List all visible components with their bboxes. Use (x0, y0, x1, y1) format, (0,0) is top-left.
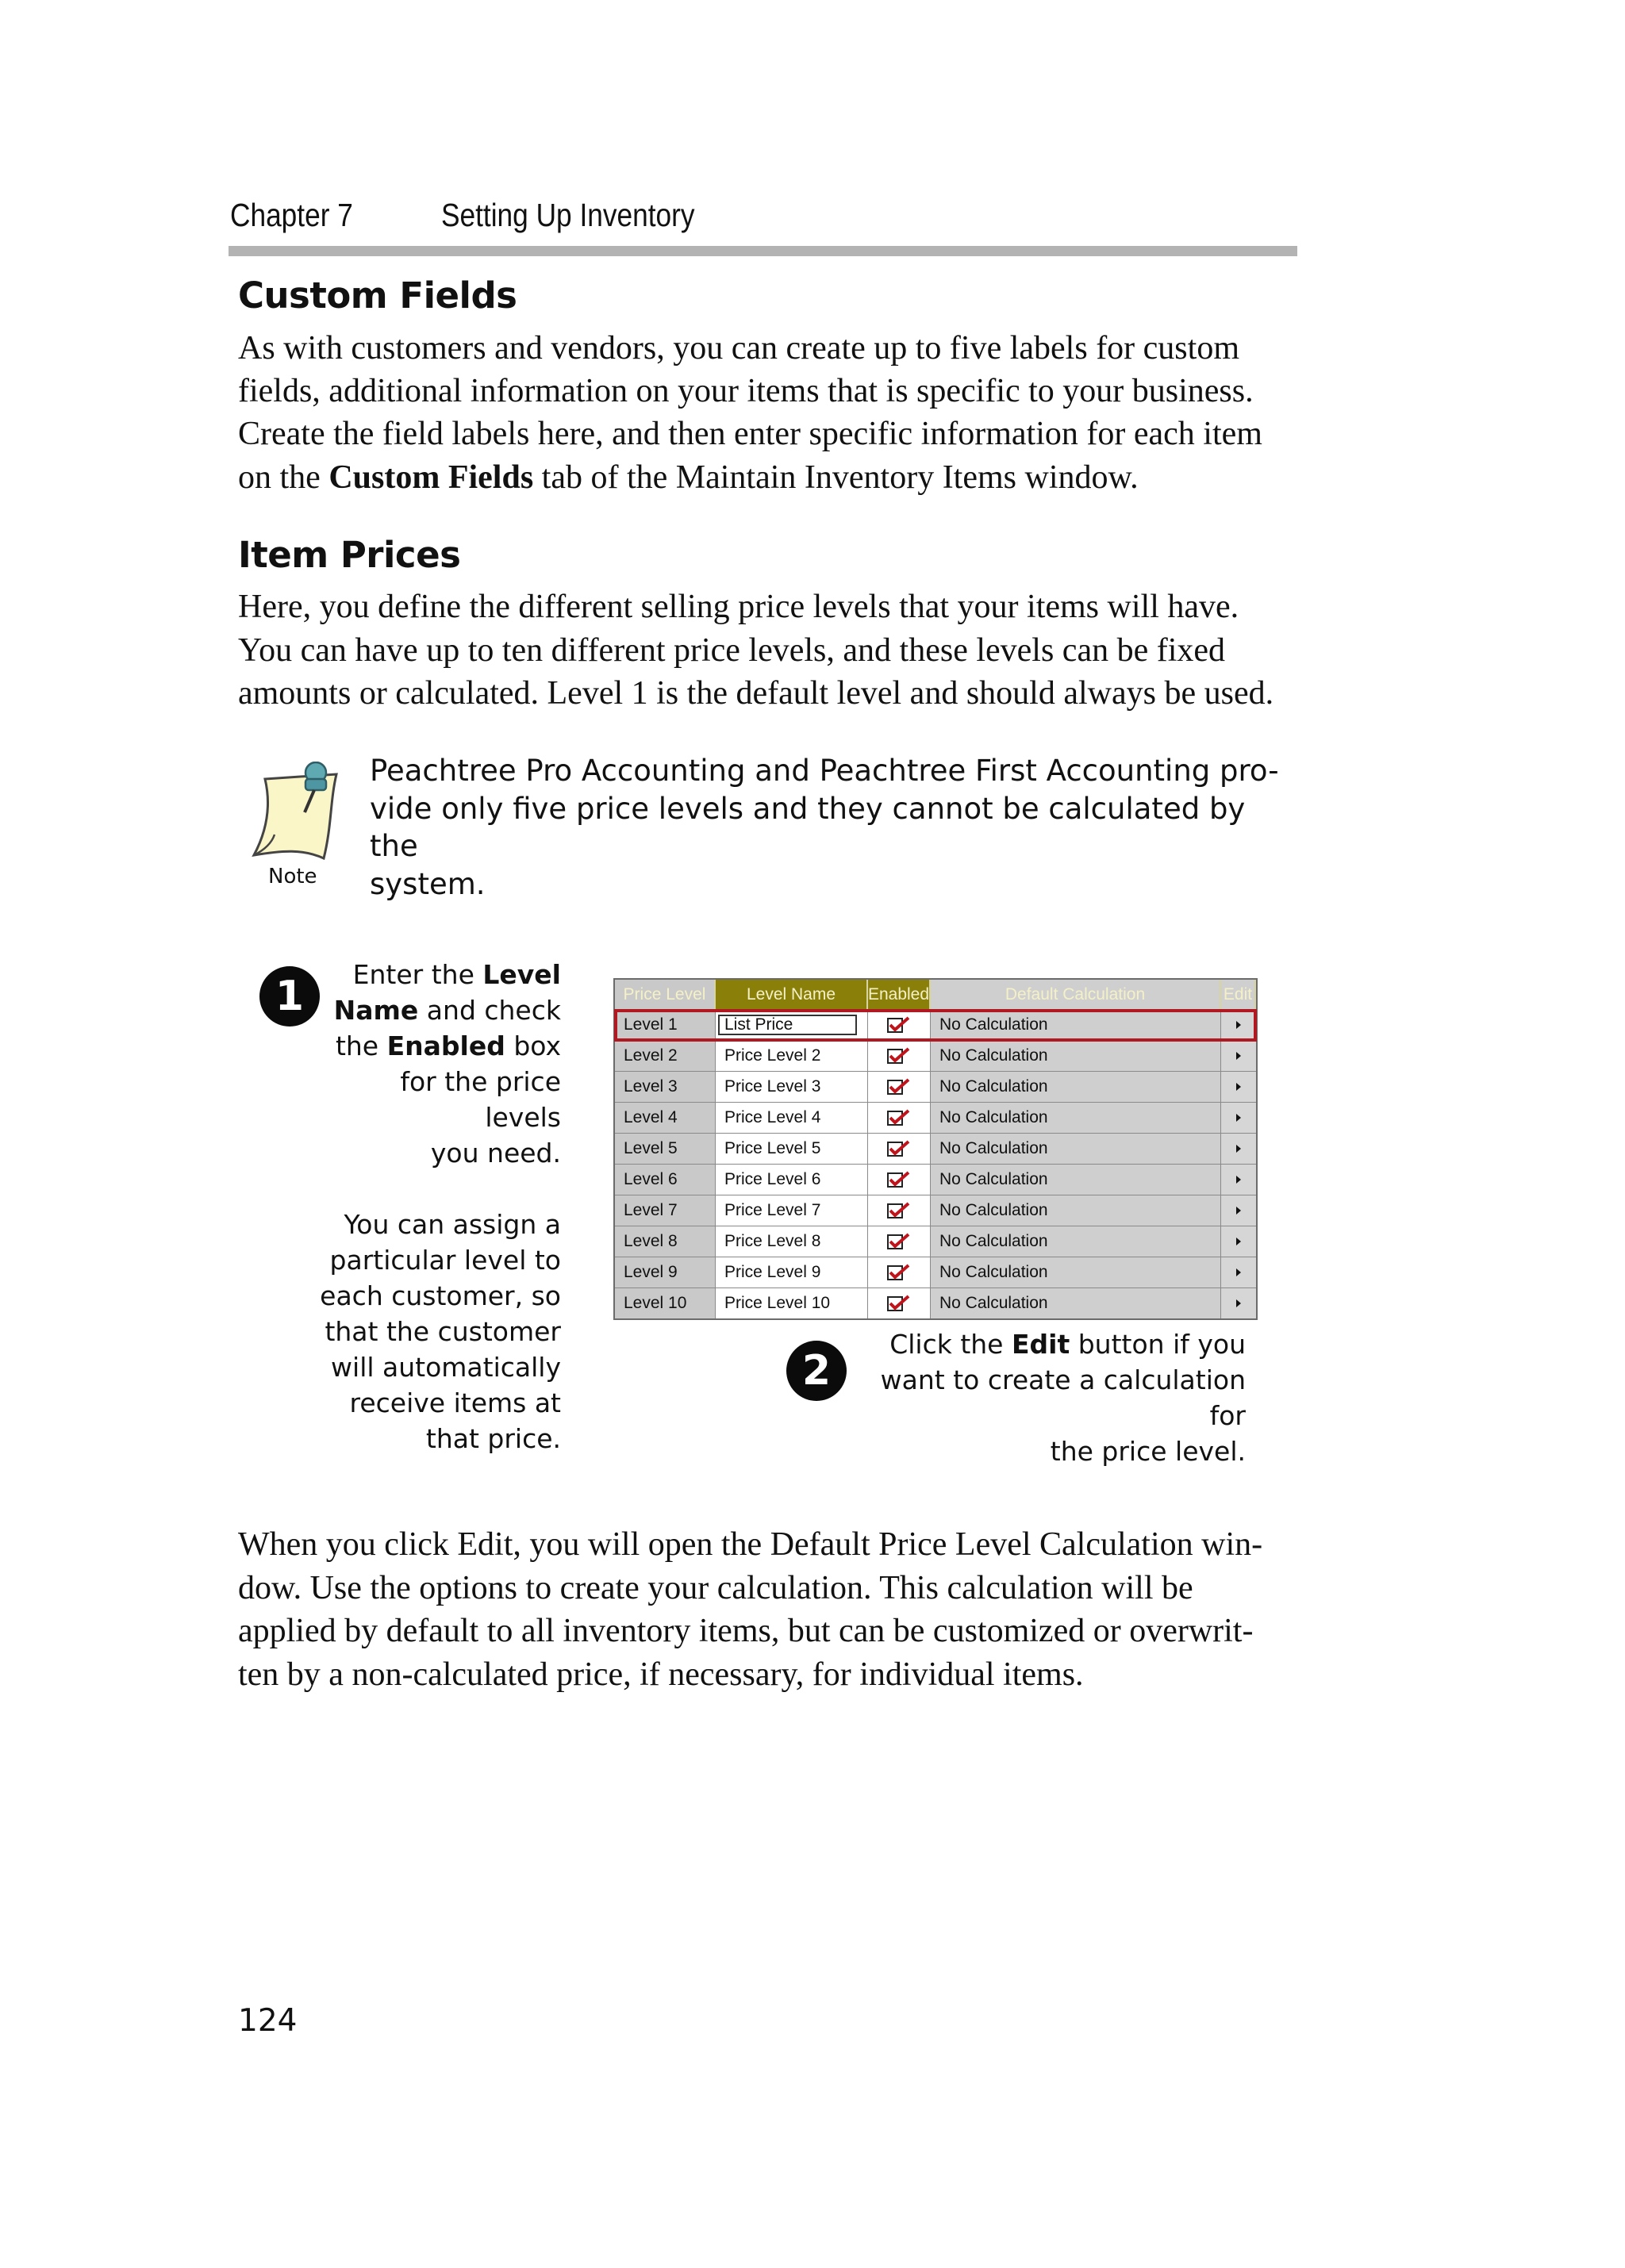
table-row[interactable] (615, 1288, 1256, 1318)
level-name-input[interactable]: Price Level 9 (716, 1257, 868, 1288)
table-row[interactable] (615, 1041, 1256, 1072)
callout-line: for the price levels (400, 1066, 561, 1133)
item-prices-heading: Item Prices (238, 534, 461, 576)
edit-calculation-button[interactable] (1221, 1288, 1256, 1318)
chapter-label: Chapter 7 (230, 197, 353, 233)
level-name-input[interactable]: Price Level 3 (716, 1072, 868, 1102)
note-pushpin-icon (248, 762, 351, 865)
table-row[interactable] (615, 1257, 1256, 1288)
note-line: Peachtree Pro Accounting and Peachtree First Accounting pro- (370, 754, 1279, 788)
callout-line: will automatically (331, 1352, 561, 1383)
body-line (238, 456, 1139, 499)
default-calculation-cell: No Calculation (931, 1072, 1221, 1102)
header-rule (229, 246, 1297, 256)
right-arrow-icon (1235, 1237, 1243, 1246)
price-level-cell: Level 3 (615, 1072, 716, 1102)
table-row[interactable] (615, 1226, 1256, 1257)
body-line: fields, additional information on your items that is specific to your business. (238, 373, 1254, 409)
right-arrow-icon (1235, 1113, 1243, 1122)
callout-line (317, 957, 561, 992)
body-line: Create the field labels here, and then enter specific information for each item (238, 416, 1262, 452)
enabled-checkbox[interactable] (868, 1195, 931, 1226)
chapter-title: Setting Up Inventory (441, 197, 695, 233)
callout-line: you need. (430, 1138, 561, 1169)
column-header-price-level: Price Level (615, 980, 716, 1009)
level-name-input[interactable]: Price Level 4 (716, 1103, 868, 1133)
level-name-input[interactable]: Price Level 8 (716, 1226, 868, 1257)
enabled-checkbox[interactable] (868, 1165, 931, 1195)
checkmark-icon (887, 1016, 911, 1034)
checkmark-icon (887, 1078, 911, 1096)
right-arrow-icon (1235, 1020, 1243, 1030)
price-level-cell: Level 10 (615, 1288, 716, 1318)
level-name-input[interactable]: Price Level 2 (716, 1041, 868, 1071)
body-line: When you click Edit, you will open the Default Price Level Calculation win- (238, 1526, 1263, 1563)
table-row[interactable] (615, 1165, 1256, 1195)
body-line: Here, you define the different selling price levels that your items will have. (238, 589, 1239, 625)
price-level-cell: Level 1 (615, 1010, 716, 1040)
callout-line: the price level. (1050, 1436, 1246, 1467)
right-arrow-icon (1235, 1268, 1243, 1277)
level-name-input[interactable] (716, 1010, 868, 1040)
callout-line (317, 992, 561, 1028)
edit-calculation-button[interactable] (1221, 1257, 1256, 1288)
callout-number-1: 1 (259, 966, 320, 1027)
callout-line: receive items at (349, 1387, 561, 1418)
page-number: 124 (238, 2003, 298, 2039)
column-header-default-calculation: Default Calculation (931, 980, 1221, 1009)
table-row[interactable] (615, 1195, 1256, 1226)
checkmark-icon (887, 1109, 911, 1126)
text-run: box (505, 1030, 561, 1061)
edit-calculation-button[interactable] (1221, 1103, 1256, 1133)
edit-calculation-button[interactable] (1221, 1134, 1256, 1164)
price-level-cell: Level 2 (615, 1041, 716, 1071)
callout-number-2: 2 (786, 1341, 847, 1401)
level-name-input[interactable]: Price Level 10 (716, 1288, 868, 1318)
default-calculation-cell: No Calculation (931, 1226, 1221, 1257)
text-run: Level (482, 959, 561, 990)
callout-line: want to create a calculation for (880, 1364, 1246, 1431)
text-run: Enabled (386, 1030, 505, 1061)
right-arrow-icon (1235, 1144, 1243, 1153)
right-arrow-icon (1235, 1175, 1243, 1184)
price-level-grid (613, 978, 1258, 1320)
default-calculation-cell: No Calculation (931, 1257, 1221, 1288)
default-calculation-cell: No Calculation (931, 1288, 1221, 1318)
checkmark-icon (887, 1233, 911, 1250)
grid-header-row (615, 980, 1256, 1010)
right-arrow-icon (1235, 1051, 1243, 1061)
default-calculation-cell: No Calculation (931, 1195, 1221, 1226)
level-name-input[interactable]: Price Level 7 (716, 1195, 868, 1226)
price-level-cell: Level 7 (615, 1195, 716, 1226)
edit-calculation-button[interactable] (1221, 1072, 1256, 1102)
note-label: Note (268, 865, 317, 888)
price-level-cell: Level 6 (615, 1165, 716, 1195)
custom-fields-tab-ref: Custom Fields (328, 459, 534, 496)
table-row[interactable] (615, 1072, 1256, 1103)
checkmark-icon (887, 1047, 911, 1065)
text-run: and check (418, 995, 561, 1026)
enabled-checkbox[interactable] (868, 1072, 931, 1102)
price-level-cell: Level 5 (615, 1134, 716, 1164)
custom-fields-heading: Custom Fields (238, 274, 517, 317)
column-header-edit: Edit (1221, 980, 1256, 1009)
edit-calculation-button[interactable] (1221, 1226, 1256, 1257)
enabled-checkbox[interactable] (868, 1288, 931, 1318)
default-calculation-cell: No Calculation (931, 1041, 1221, 1071)
column-header-level-name: Level Name (716, 980, 868, 1009)
checkmark-icon (887, 1202, 911, 1219)
price-level-cell: Level 8 (615, 1226, 716, 1257)
enabled-checkbox[interactable] (868, 1134, 931, 1164)
enabled-checkbox[interactable] (868, 1226, 931, 1257)
edit-calculation-button[interactable] (1221, 1165, 1256, 1195)
text-run: tab of the Maintain Inventory Items window. (533, 459, 1139, 496)
table-row[interactable] (615, 1010, 1256, 1041)
callout-line: that the customer (325, 1316, 561, 1347)
default-calculation-cell: No Calculation (931, 1103, 1221, 1133)
checkmark-icon (887, 1264, 911, 1281)
enabled-checkbox[interactable] (868, 1041, 931, 1071)
text-run: on the (238, 459, 329, 496)
edit-calculation-button[interactable] (1221, 1195, 1256, 1226)
text-run: Click the (889, 1329, 1012, 1360)
checkmark-icon (887, 1171, 911, 1188)
callout-line: each customer, so (320, 1280, 561, 1311)
callout-line (857, 1326, 1246, 1362)
level-name-editor[interactable]: List Price (718, 1015, 857, 1035)
note-line: vide only five price levels and they cannot be calculated by the (370, 791, 1246, 863)
callout-1-text (317, 957, 561, 1456)
enabled-checkbox[interactable] (868, 1010, 931, 1040)
table-row[interactable] (615, 1134, 1256, 1165)
enabled-checkbox[interactable] (868, 1103, 931, 1133)
body-line: amounts or calculated. Level 1 is the default level and should always be used. (238, 675, 1274, 712)
price-level-cell: Level 9 (615, 1257, 716, 1288)
level-name-input[interactable]: Price Level 5 (716, 1134, 868, 1164)
default-calculation-cell: No Calculation (931, 1134, 1221, 1164)
table-row[interactable] (615, 1103, 1256, 1134)
callout-line (317, 1028, 561, 1064)
text-run: button if you (1070, 1329, 1246, 1360)
callout-line: particular level to (329, 1245, 561, 1276)
body-line: applied by default to all inventory items, but can be customized or overwrit- (238, 1613, 1254, 1649)
text-run: the (335, 1030, 387, 1061)
note-text (370, 752, 1298, 903)
body-line: dow. Use the options to create your calculation. This calculation will be (238, 1570, 1193, 1606)
edit-calculation-button[interactable] (1221, 1041, 1256, 1071)
column-header-enabled: Enabled (868, 980, 931, 1009)
edit-calculation-button[interactable] (1221, 1010, 1256, 1040)
callout-line: You can assign a (344, 1209, 561, 1240)
grid-body (615, 1010, 1256, 1318)
right-arrow-icon (1235, 1299, 1243, 1308)
default-calculation-cell: No Calculation (931, 1165, 1221, 1195)
body-line: You can have up to ten different price levels, and these levels can be fixed (238, 632, 1226, 669)
default-calculation-cell: No Calculation (931, 1010, 1221, 1040)
callout-line: that price. (425, 1423, 561, 1454)
right-arrow-icon (1235, 1206, 1243, 1215)
body-line: ten by a non-calculated price, if necessary, for individual items. (238, 1656, 1084, 1693)
right-arrow-icon (1235, 1082, 1243, 1092)
note-line: system. (370, 866, 486, 901)
body-line: As with customers and vendors, you can create up to five labels for custom (238, 330, 1239, 366)
text-run: Enter the (352, 959, 483, 990)
level-name-input[interactable]: Price Level 6 (716, 1165, 868, 1195)
checkmark-icon (887, 1295, 911, 1312)
text-run: Edit (1011, 1329, 1070, 1360)
callout-2-text (857, 1326, 1246, 1469)
text-run: Name (333, 995, 419, 1026)
checkmark-icon (887, 1140, 911, 1157)
price-level-cell: Level 4 (615, 1103, 716, 1133)
enabled-checkbox[interactable] (868, 1257, 931, 1288)
